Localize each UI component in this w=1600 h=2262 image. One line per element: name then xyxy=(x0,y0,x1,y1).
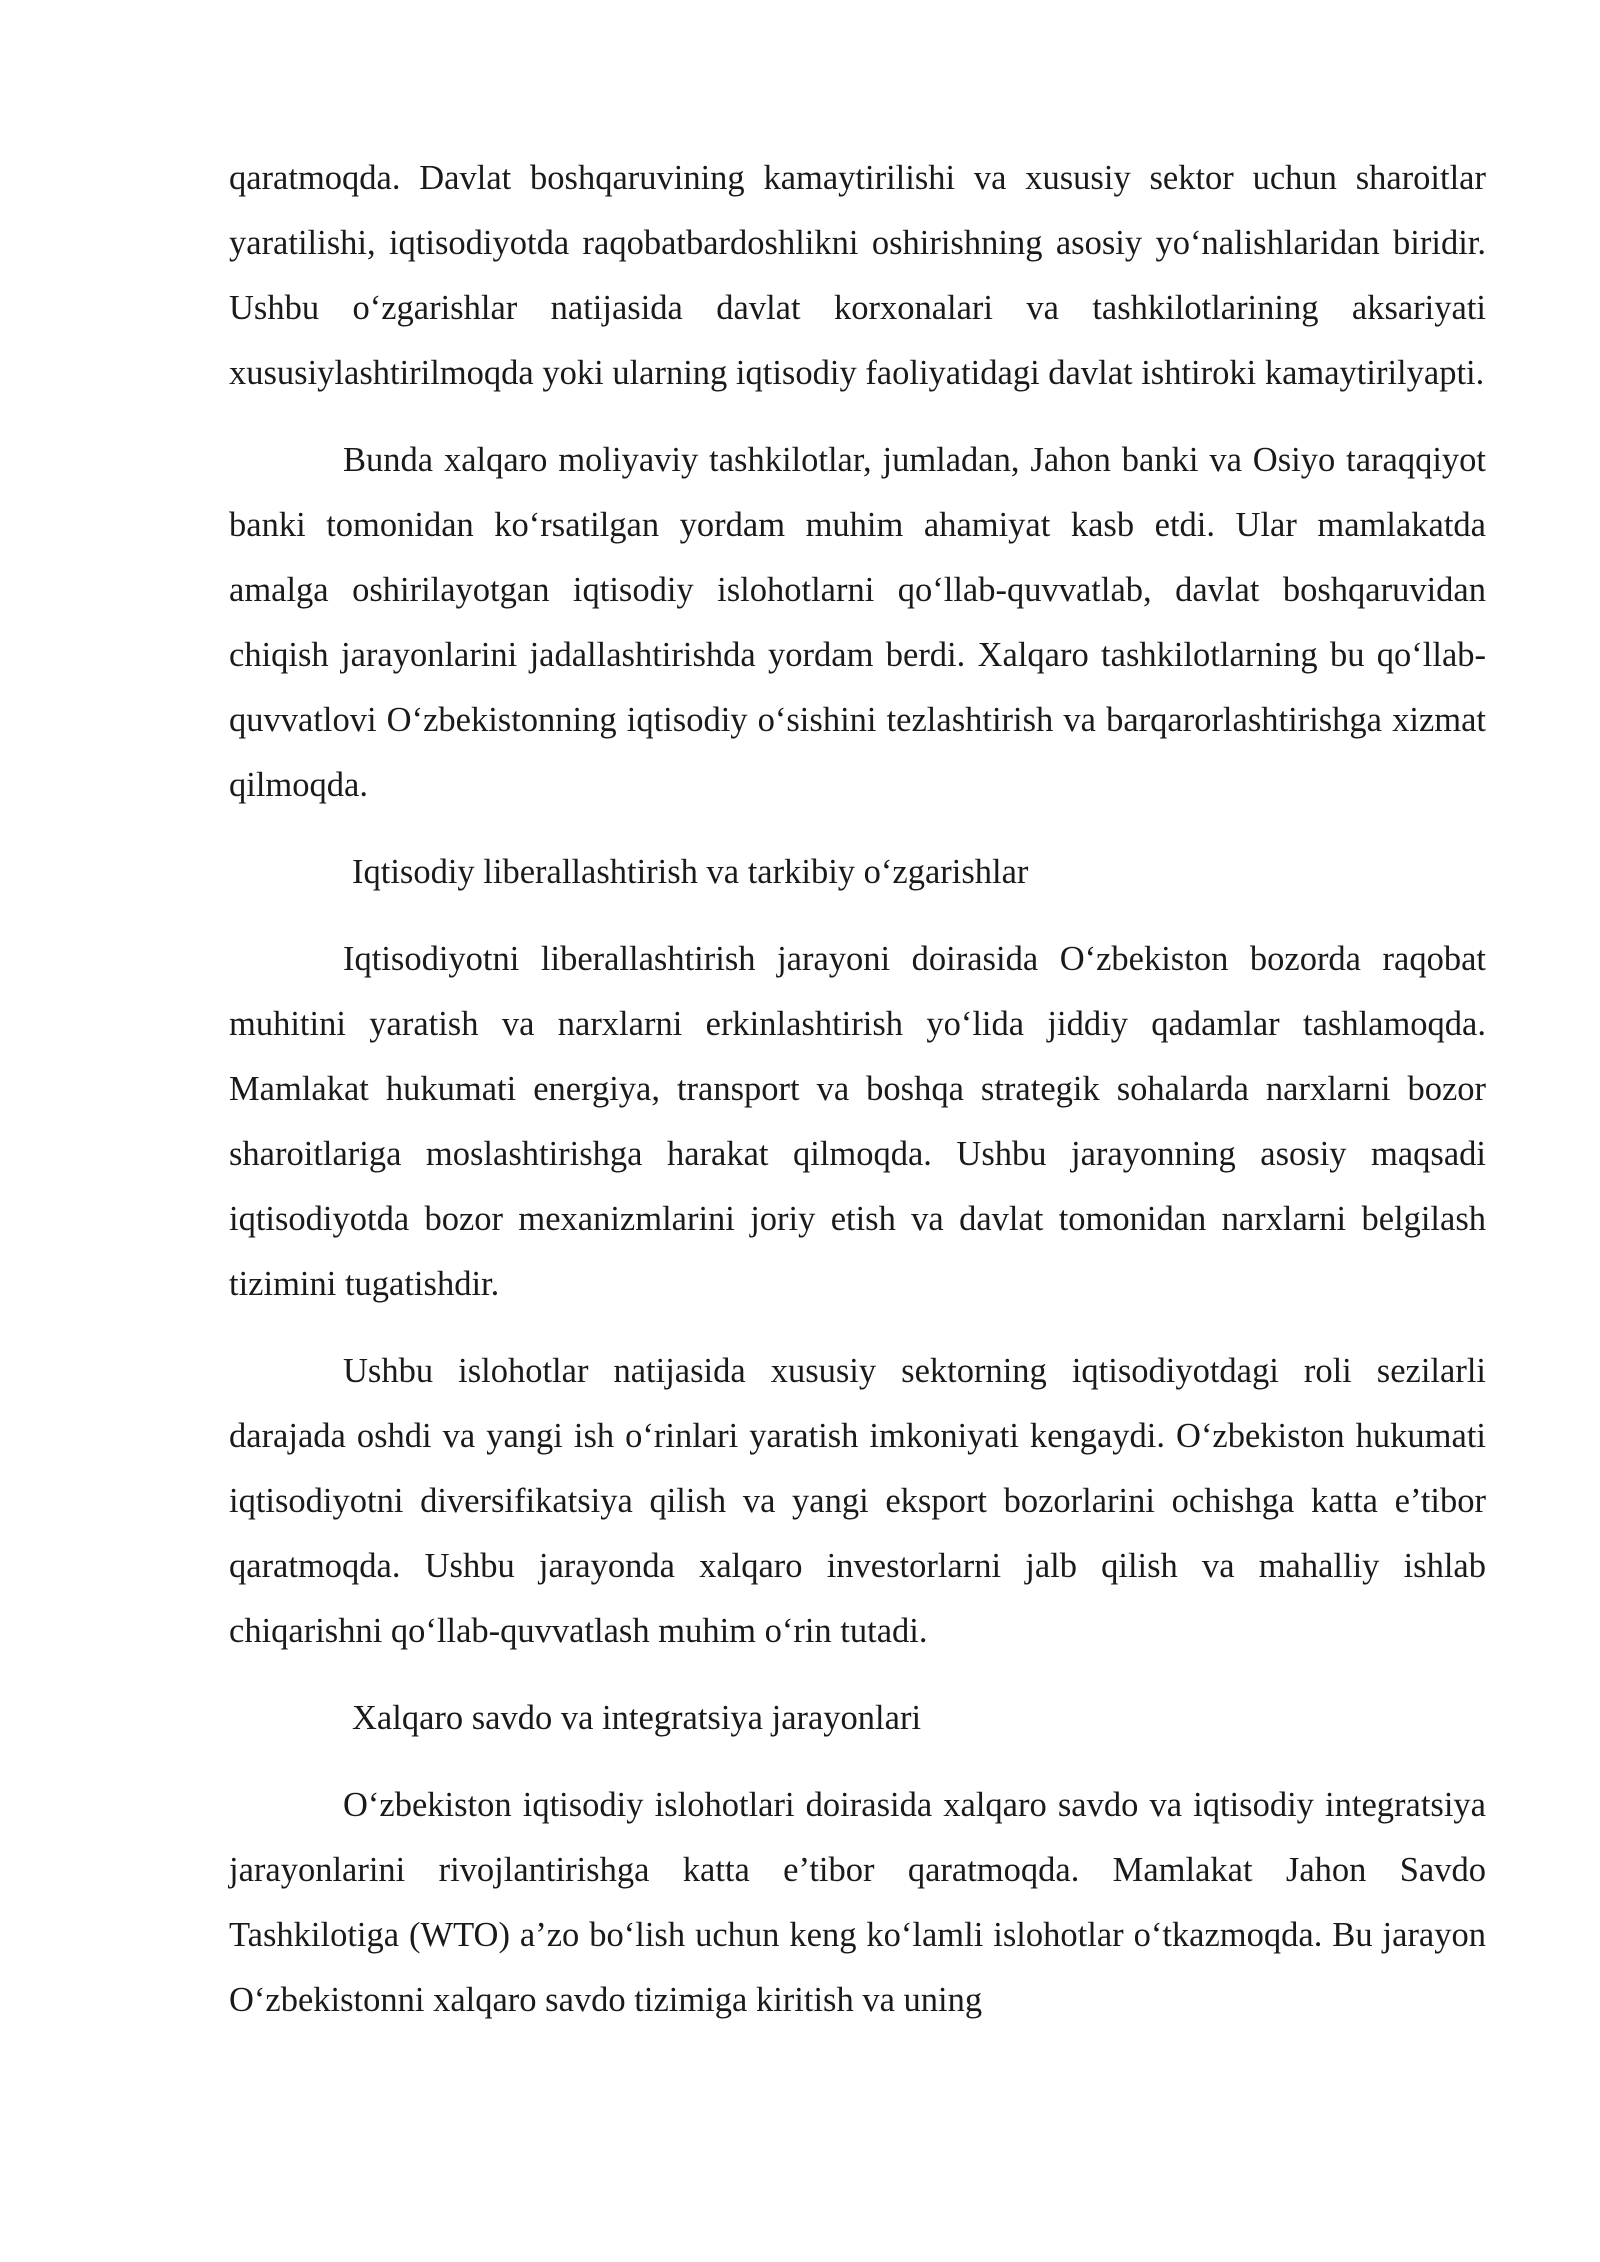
paragraph-liberalization: Iqtisodiyotni liberallashtirish jarayoni doirasida O‘zbekiston bozorda raqobat muhitini yaratish va narxlarni erkinlashtirish yo‘lida jiddiy qadamlar tashlamoqda. Mamlakat hukumati energiya, transport va boshqa strategik sohalarda narxlarni bozor sharoitlariga moslashtirishga harakat qilmoqda. Ushbu jarayonning asosiy maqsadi iqtisodiyotda bozor mexanizmlarini joriy etish va davlat tomonidan narxlarni belgilash tizimini tugatishdir. xyxy=(229,940,1486,1303)
paragraph-international-support: Bunda xalqaro moliyaviy tashkilotlar, jumladan, Jahon banki va Osiyo taraqqiyot banki tomonidan ko‘rsatilgan yordam muhim ahamiyat kasb etdi. Ular mamlakatda amalga oshirilayotgan iqtisodiy islohotlarni qo‘llab-quvvatlab, davlat boshqaruvidan chiqish jarayonlarini jadallashtirishda yordam berdi. Xalqaro tashkilotlarning bu qo‘llab-quvvatlovi O‘zbekistonning iqtisodiy o‘sishini tezlashtirish va barqarorlashtirishga xizmat qilmoqda. xyxy=(229,441,1486,804)
paragraph-trade-integration: O‘zbekiston iqtisodiy islohotlari doirasida xalqaro savdo va iqtisodiy integratsiya jarayonlarini rivojlantirishga katta e’tibor qaratmoqda. Mamlakat Jahon Savdo Tashkilotiga (WTO) a’zo bo‘lish uchun keng ko‘lamli islohotlar o‘tkazmoqda. Bu jarayon O‘zbekistonni xalqaro savdo tizimiga kiritish va uning xyxy=(229,1786,1486,2019)
document-body xyxy=(229,146,1486,2055)
paragraph-reform-results: Ushbu islohotlar natijasida xususiy sektorning iqtisodiyotdagi roli sezilarli darajada oshdi va yangi ish o‘rinlari yaratish imkoniyati kengaydi. O‘zbekiston hukumati iqtisodiyotni diversifikatsiya qilish va yangi eksport bozorlarini ochishga katta e’tibor qaratmoqda. Ushbu jarayonda xalqaro investorlarni jalb qilish va mahalliy ishlab chiqarishni qo‘llab-quvvatlash muhim o‘rin tutadi. xyxy=(229,1352,1486,1650)
section-heading-trade-integration: Xalqaro savdo va integratsiya jarayonlari xyxy=(352,1699,922,1737)
paragraph-continuation: qaratmoqda. Davlat boshqaruvining kamaytirilishi va xususiy sektor uchun sharoitlar yaratilishi, iqtisodiyotda raqobatbardoshlikni oshirishning asosiy yo‘nalishlaridan biridir. Ushbu o‘zgarishlar natijasida davlat korxonalari va tashkilotlarining aksariyati xususiylashtirilmoqda yoki ularning iqtisodiy faoliyatidagi davlat ishtiroki kamaytirilyapti. xyxy=(229,159,1486,392)
section-heading-liberalization: Iqtisodiy liberallashtirish va tarkibiy o‘zgarishlar xyxy=(352,853,1029,891)
